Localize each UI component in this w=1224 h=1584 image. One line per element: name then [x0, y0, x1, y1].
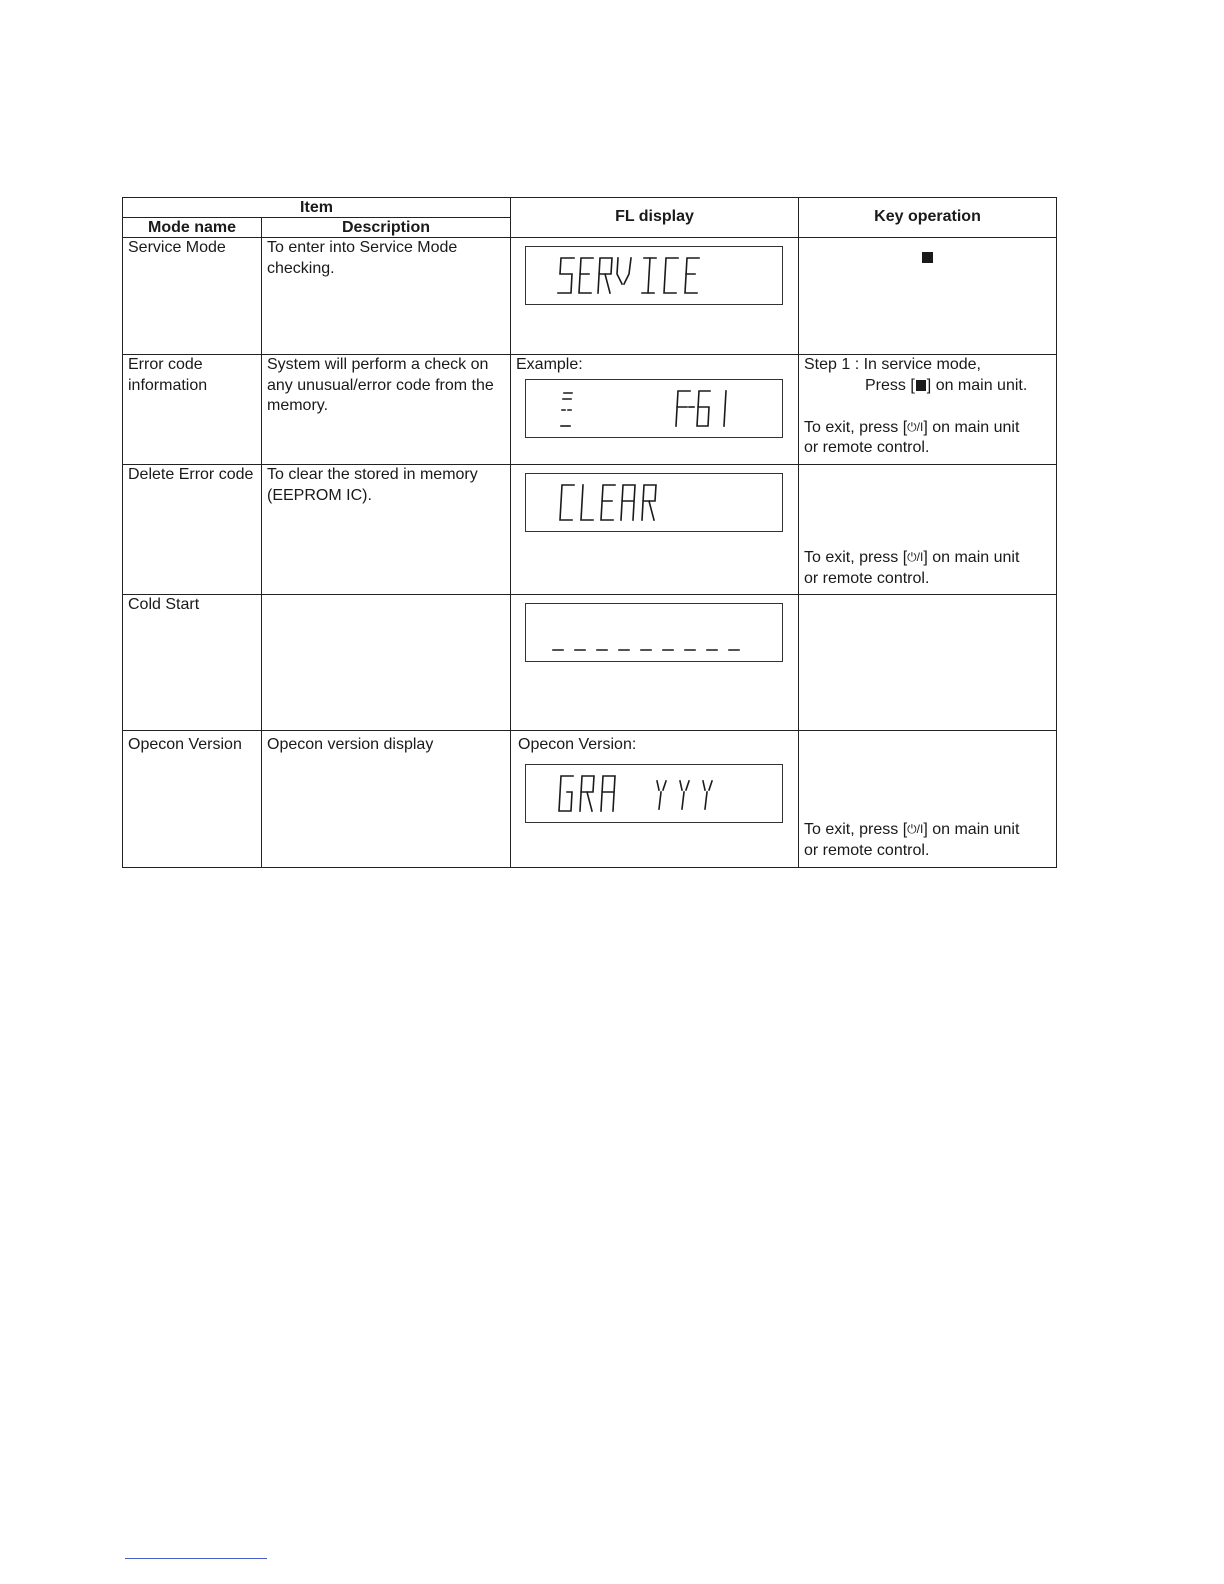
stop-icon	[922, 252, 933, 263]
fl-display-cell	[511, 238, 799, 355]
stop-icon	[916, 380, 926, 391]
mode-name-cell: Error code information	[123, 355, 262, 465]
key-operation-cell: To exit, press [⏻/I] on main unit or remote control.	[799, 465, 1057, 595]
description-cell: System will perform a check on any unusual/error code from the memory.	[262, 355, 511, 465]
fl-opecon-label: Opecon Version:	[518, 736, 637, 753]
power-standby-icon: ⏻/I	[907, 419, 924, 434]
table-row	[123, 595, 1057, 731]
header-mode-name: Mode name	[123, 218, 262, 238]
table-row	[123, 465, 1057, 595]
exit-instruction: To exit, press [⏻/I] on main unit	[804, 821, 1020, 838]
key-operation-cell: Step 1 : In service mode, Press [ ] on main unit. To exit, press [⏻/I] on main unit or remote control.	[799, 355, 1057, 465]
fl-segment-text	[526, 604, 782, 661]
description-cell: Opecon version display	[262, 731, 511, 868]
table-row	[123, 355, 1057, 465]
exit-instruction: To exit, press [⏻/I] on main unit	[804, 418, 1020, 436]
mode-name-cell: Service Mode	[123, 238, 262, 355]
header-fl-display: FL display	[511, 198, 799, 238]
table-row	[123, 238, 1057, 355]
fl-display-opecon	[525, 764, 783, 823]
fl-segment-text	[526, 474, 782, 531]
table-row	[123, 731, 1057, 868]
power-standby-icon: ⏻/I	[907, 822, 924, 836]
key-operation-cell: To exit, press [⏻/I] on main unit or remote control.	[799, 731, 1057, 868]
description-cell: To enter into Service Mode checking.	[262, 238, 511, 355]
mode-name-cell: Delete Error code	[123, 465, 262, 595]
exit-instruction: To exit, press [⏻/I] on main unit	[804, 549, 1020, 566]
header-item: Item	[123, 198, 511, 218]
mode-name-cell: Cold Start	[123, 595, 262, 731]
description-cell: To clear the stored in memory (EEPROM IC).	[262, 465, 511, 595]
fl-segment-text	[526, 380, 782, 437]
fl-display-cell	[511, 595, 799, 731]
power-standby-icon: ⏻/I	[907, 550, 924, 564]
header-key-operation: Key operation	[799, 198, 1057, 238]
fl-display-cold-start	[525, 603, 783, 662]
step1-text: Step 1 : In service mode,	[804, 356, 981, 373]
header-description: Description	[262, 218, 511, 238]
service-mode-table	[122, 197, 1057, 868]
fl-display-clear	[525, 473, 783, 532]
fl-display-cell	[511, 731, 799, 868]
fl-display-cell	[511, 465, 799, 595]
page-footer-link-line	[125, 1558, 267, 1559]
fl-example-label: Example:	[516, 356, 583, 373]
fl-segment-text	[526, 247, 782, 304]
description-cell	[262, 595, 511, 731]
key-operation-cell	[799, 238, 1057, 355]
fl-segment-text	[526, 765, 782, 822]
key-operation-cell	[799, 595, 1057, 731]
mode-name-cell: Opecon Version	[123, 731, 262, 868]
fl-display-error-code	[525, 379, 783, 438]
fl-display-service	[525, 246, 783, 305]
fl-display-cell	[511, 355, 799, 465]
